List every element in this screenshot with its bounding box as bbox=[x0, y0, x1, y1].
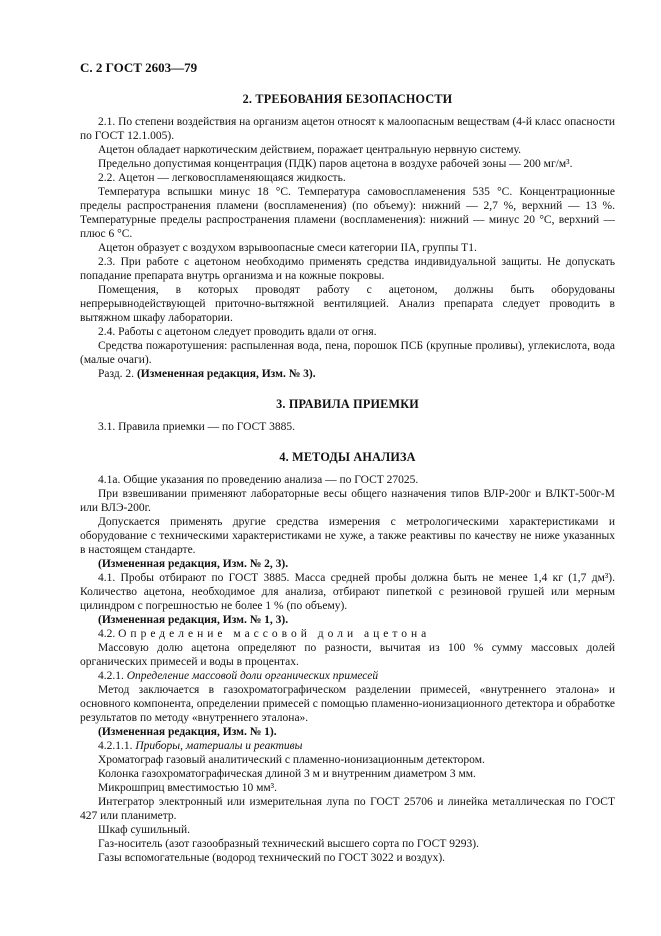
amendment-note bbox=[80, 367, 615, 381]
subsection-title: Определение массовой доли ацетона bbox=[118, 628, 431, 640]
paragraph: Интегратор электронный или измерительная лупа по ГОСТ 25706 и линейка металлическая по ГОСТ 427 или планиметр. bbox=[80, 796, 615, 822]
paragraph: 4.1а. Общие указания по проведению анализа — по ГОСТ 27025. bbox=[98, 474, 419, 486]
amendment-note: (Измененная редакция, Изм. № 1, 3). bbox=[98, 614, 289, 626]
subsection-heading bbox=[80, 669, 615, 683]
section-4-title: 4. МЕТОДЫ АНАЛИЗА bbox=[279, 450, 416, 464]
paragraph: Массовую долю ацетона определяют по разности, вычитая из 100 % сумму массовых долей органических примесей и воды в процентах. bbox=[80, 642, 615, 668]
paragraph: 2.1. По степени воздействия на организм ацетон относят к малоопасным веществам (4-й класс опасности по ГОСТ 12.1.005). bbox=[80, 116, 615, 142]
paragraph: Колонка газохроматографическая длиной 3 м и внутренним диаметром 3 мм. bbox=[98, 768, 476, 780]
paragraph: При взвешивании применяют лабораторные весы общего назначения типов ВЛР-200г и ВЛКТ-500г-М или ВЛЭ-200г. bbox=[80, 488, 615, 514]
paragraph: 4.1. Пробы отбирают по ГОСТ 3885. Масса средней пробы должна быть не менее 1,4 кг (1,7 дм³). Количество ацетона, необходимое для анализа, отбирают пипеткой с резиновой грушей или мерным цилиндром с погрешностью не более 1 % (по объему). bbox=[80, 572, 615, 612]
subsection-title: Приборы, материалы и реактивы bbox=[135, 740, 303, 752]
paragraph: Температура вспышки минус 18 °С. Температура самовоспламенения 535 °С. Концентрационные пределы распространения пламени (воспламенения) (по объему): нижний — 2,7 %, верхний — 13 %. Температурные пределы распространения пламени (воспламенения): нижний — минус 20 °С, верхний — плюс 6 °С. bbox=[80, 186, 615, 240]
clause-number: 4.2.1. bbox=[98, 670, 124, 682]
paragraph: Допускается применять другие средства измерения с метрологическими характеристиками и оборудование с техническими характеристиками не хуже, а также реактивы по качеству не ниже указанных в настоящем стандарте. bbox=[80, 516, 615, 556]
paragraph: 2.4. Работы с ацетоном следует проводить вдали от огня. bbox=[98, 326, 377, 338]
amendment-note: (Измененная редакция, Изм. № 1). bbox=[98, 726, 277, 738]
paragraph: Микрошприц вместимостью 10 мм³. bbox=[98, 782, 278, 794]
paragraph: Ацетон обладает наркотическим действием, поражает центральную нервную систему. bbox=[98, 144, 522, 156]
paragraph: 2.3. При работе с ацетоном необходимо применять средства индивидуальной защиты. Не допускать попадание препарата внутрь организма и на кожные покровы. bbox=[80, 256, 615, 282]
paragraph: Метод заключается в газохроматографическом разделении примесей, «внутреннего эталона» и основного компонента, определении примесей с помощью пламенно-ионизационного детектора и обработке результатов по методу «внутреннего эталона». bbox=[80, 684, 615, 724]
paragraph: Ацетон образует с воздухом взрывоопасные смеси категории IIA, группы T1. bbox=[98, 242, 477, 254]
section-2-title: 2. ТРЕБОВАНИЯ БЕЗОПАСНОСТИ bbox=[242, 92, 453, 106]
paragraph: Шкаф сушильный. bbox=[98, 824, 191, 836]
subsection-heading bbox=[80, 739, 615, 753]
paragraph: 3.1. Правила приемки — по ГОСТ 3885. bbox=[98, 421, 296, 433]
amendment-text: (Измененная редакция, Изм. № 3). bbox=[136, 368, 316, 380]
amendment-note: (Измененная редакция, Изм. № 2, 3). bbox=[98, 558, 289, 570]
paragraph: Хроматограф газовый аналитический с пламенно-ионизационным детектором. bbox=[98, 754, 485, 766]
paragraph: Помещения, в которых проводят работу с ацетоном, должны быть оборудованы непрерывнодействующей приточно-вытяжной вентиляцией. Анализ препарата следует проводить в вытяжном шкафу лаборатории. bbox=[80, 284, 615, 324]
subsection-heading bbox=[80, 627, 615, 641]
clause-number: 4.2. bbox=[98, 628, 116, 640]
section-3-title: 3. ПРАВИЛА ПРИЕМКИ bbox=[276, 397, 419, 411]
paragraph: Газ-носитель (азот газообразный технический высшего сорта по ГОСТ 9293). bbox=[98, 838, 479, 850]
subsection-title: Определение массовой доли органических примесей bbox=[126, 670, 379, 682]
paragraph: Предельно допустимая концентрация (ПДК) паров ацетона в воздухе рабочей зоны — 200 мг/м³. bbox=[98, 158, 573, 170]
document-page bbox=[80, 60, 615, 865]
page-header: С. 2 ГОСТ 2603—79 bbox=[80, 60, 198, 75]
paragraph: 2.2. Ацетон — легковоспламеняющаяся жидкость. bbox=[98, 172, 346, 184]
clause-number: 4.2.1.1. bbox=[98, 740, 133, 752]
section-ref: Разд. 2. bbox=[98, 368, 135, 380]
paragraph: Средства пожаротушения: распыленная вода, пена, порошок ПСБ (крупные проливы), углекислота, вода (малые очаги). bbox=[80, 340, 615, 366]
paragraph: Газы вспомогательные (водород технический по ГОСТ 3022 и воздух). bbox=[98, 852, 446, 864]
